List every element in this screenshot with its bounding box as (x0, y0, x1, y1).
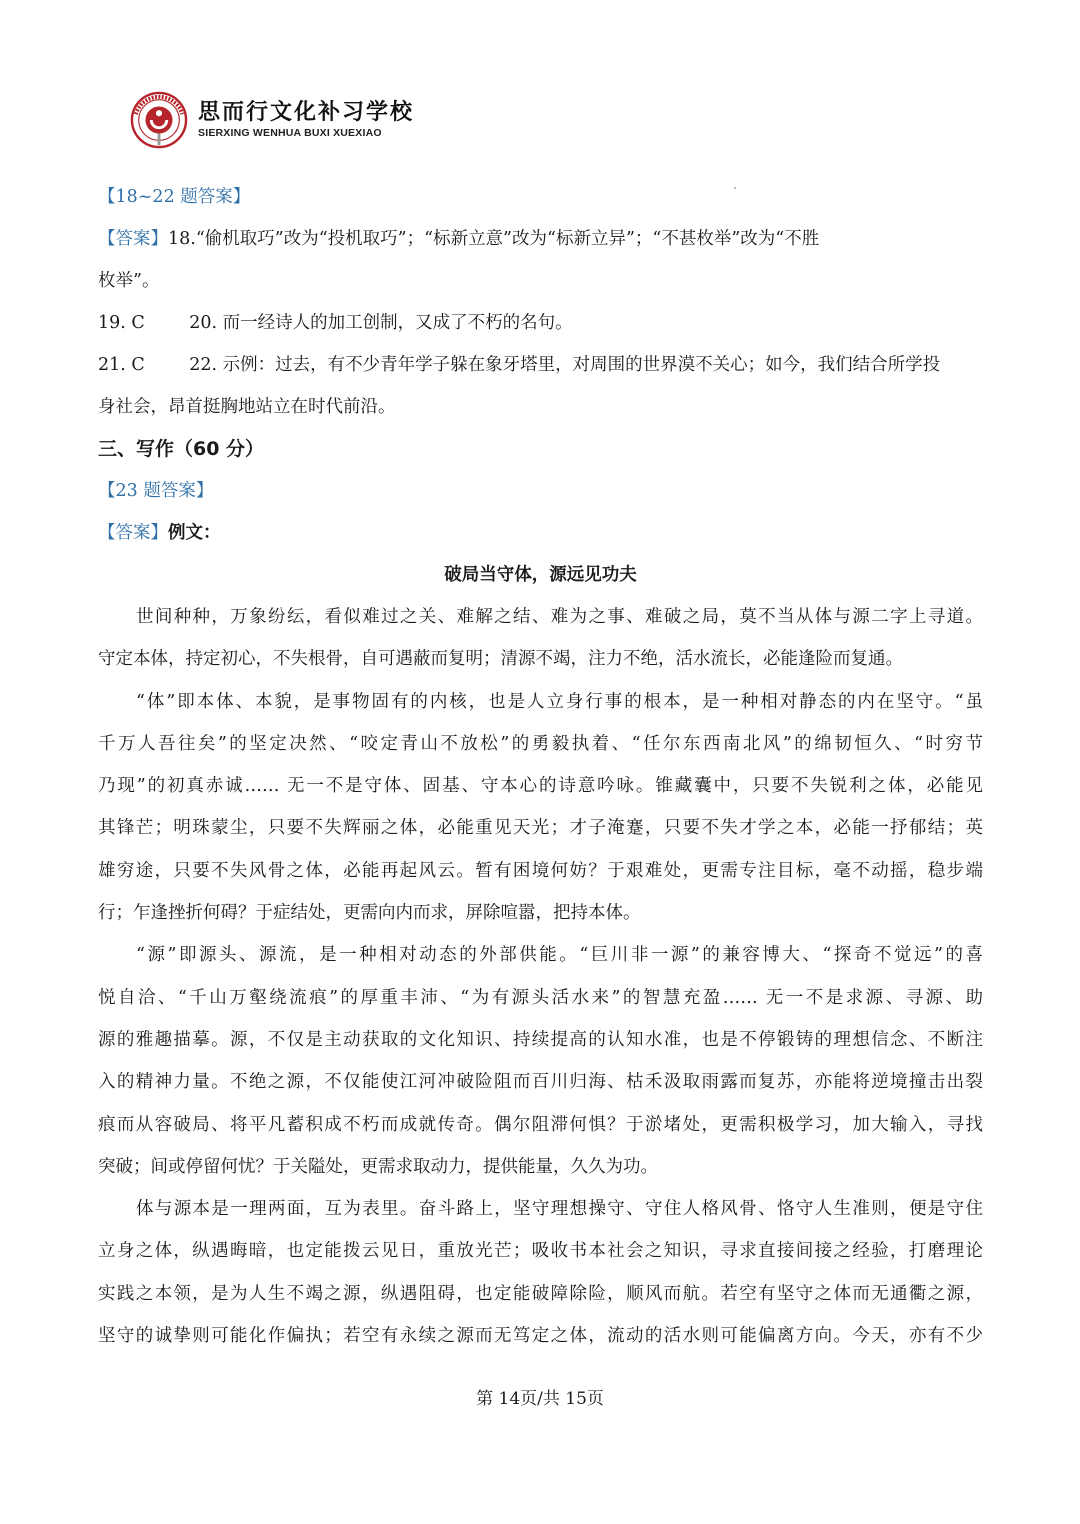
answer-18-text: 18.“偷机取巧”改为“投机取巧”；“标新立意”改为“标新立异”；“不甚枚举”改为“不胜 (168, 229, 820, 249)
essay-title: 破局当守体，源远见功夫 (444, 565, 637, 585)
essay-line: 入的精神力量。不绝之源，不仅能使江河冲破险阻而百川归海、枯禾汲取雨露而复苏，亦能将逆境撞击出裂 (98, 1072, 983, 1093)
school-name-cn: 思而行文化补习学校 (198, 100, 415, 125)
essay-paragraph-2 (98, 681, 983, 935)
essay-line: 千万人吾往矣”的坚定决然、“咬定青山不放松”的勇毅执着、“任尔东西南北风”的绵韧恒久、“时穷节 (98, 733, 983, 754)
essay-line: “源”即源头、源流，是一种相对动态的外部供能。“巨川非一源”的兼容博大、“探奇不觉远”的喜 (136, 945, 983, 966)
answer-23-label (98, 512, 983, 554)
page-indicator: 第 14页/共 15页 (476, 1389, 604, 1409)
school-logo-seal-icon (130, 91, 188, 149)
answer-tag: 【答案】 (98, 229, 168, 249)
essay-line: 雄穷途，只要不失风骨之体，必能再起风云。暂有困境何妨？于艰难处，更需专注目标，毫不动摇，稳步端 (98, 860, 983, 881)
answer-19-20: 19. C 20. 而一经诗人的加工创制，又成了不朽的名句。 (98, 313, 573, 333)
essay-line: 突破；间或停留何忧？于关隘处，更需求取动力，提供能量，久久为功。 (98, 1156, 658, 1177)
essay-line: 源的雅趣描摹。源，不仅是主动获取的文化知识、持续提高的认知水准，也是不停锻铸的理想信念、不断注 (98, 1029, 983, 1050)
essay-line: 悦自洽、“千山万壑绕流痕”的厚重丰沛、“为有源头活水来”的智慧充盈…… 无一不是求源、寻源、助 (98, 987, 983, 1008)
answer-21-22-line-1: 21. C 22. 示例：过去，有不少青年学子躲在象牙塔里，对周围的世界漠不关心；如今，我们结合所学投 (98, 355, 941, 375)
essay-paragraph-4 (98, 1188, 983, 1357)
essay-line: 立身之体，纵遇晦暗，也定能拨云见日，重放光芒；吸收书本社会之知识，寻求直接间接之经验，打磨理论 (98, 1241, 983, 1262)
essay-line: 实践之本领，是为人生不竭之源，纵遇阻碍，也定能破障除险，顺风而航。若空有坚守之体而无通衢之源， (98, 1283, 983, 1304)
essay-line: 行；乍逢挫折何碍？于症结处，更需向内而求，屏除喧嚣，把持本体。 (98, 903, 641, 924)
answer-21-22-line-2: 身社会，昂首挺胸地站立在时代前沿。 (98, 397, 396, 417)
school-logo-text (198, 100, 414, 140)
answer-23-heading: 【23 题答案】 (98, 481, 214, 501)
example-label: 例文： (168, 523, 221, 543)
essay-line: “体”即本体、本貌，是事物固有的内核，也是人立身行事的根本，是一种相对静态的内在坚守。“虽 (136, 691, 983, 712)
essay-paragraph-3 (98, 934, 983, 1188)
page-content (98, 176, 983, 1357)
essay-line: 痕而从容破局、将平凡蓄积成不朽而成就传奇。偶尔阻滞何惧？于淤堵处，更需积极学习，加大输入，寻找 (98, 1114, 983, 1135)
answer-tag: 【答案】 (98, 523, 168, 543)
essay-line: 乃现”的初真赤诚…… 无一不是守体、固基、守本心的诗意吟咏。锥藏囊中，只要不失锐利之体，必能见 (98, 776, 983, 797)
answers-18-22-heading: 【18~22 题答案】 (98, 187, 251, 207)
essay-line: 守定本体，持定初心，不失根骨，自可遇蔽而复明；清源不竭，注力不绝，活水流长，必能逢险而复通。 (98, 649, 903, 670)
essay-paragraph-1 (98, 596, 983, 681)
essay-line: 体与源本是一理两面，互为表里。奋斗路上，坚守理想操守、守住人格风骨、恪守人生准则，便是守住 (136, 1199, 983, 1220)
school-header (130, 88, 414, 152)
answer-18-line-1 (98, 218, 983, 260)
essay-line: 坚守的诚挚则可能化作偏执；若空有永续之源而无笃定之体，流动的活水则可能偏离方向。今天，亦有不少 (98, 1326, 983, 1347)
school-name-en: SIERXING WENHUA BUXI XUEXIAO (198, 127, 382, 139)
writing-section-heading: 三、写作（60 分） (98, 438, 265, 460)
essay-line: 世间种种，万象纷纭，看似难过之关、难解之结、难为之事、难破之局，莫不当从体与源二字上寻道。 (136, 607, 983, 627)
essay-line: 其锋芒；明珠蒙尘，只要不失辉丽之体，必能重见天光；才子淹蹇，只要不失才学之本，必能一抒郁结；英 (98, 818, 983, 839)
answer-18-line-2: 枚举”。 (98, 271, 160, 291)
